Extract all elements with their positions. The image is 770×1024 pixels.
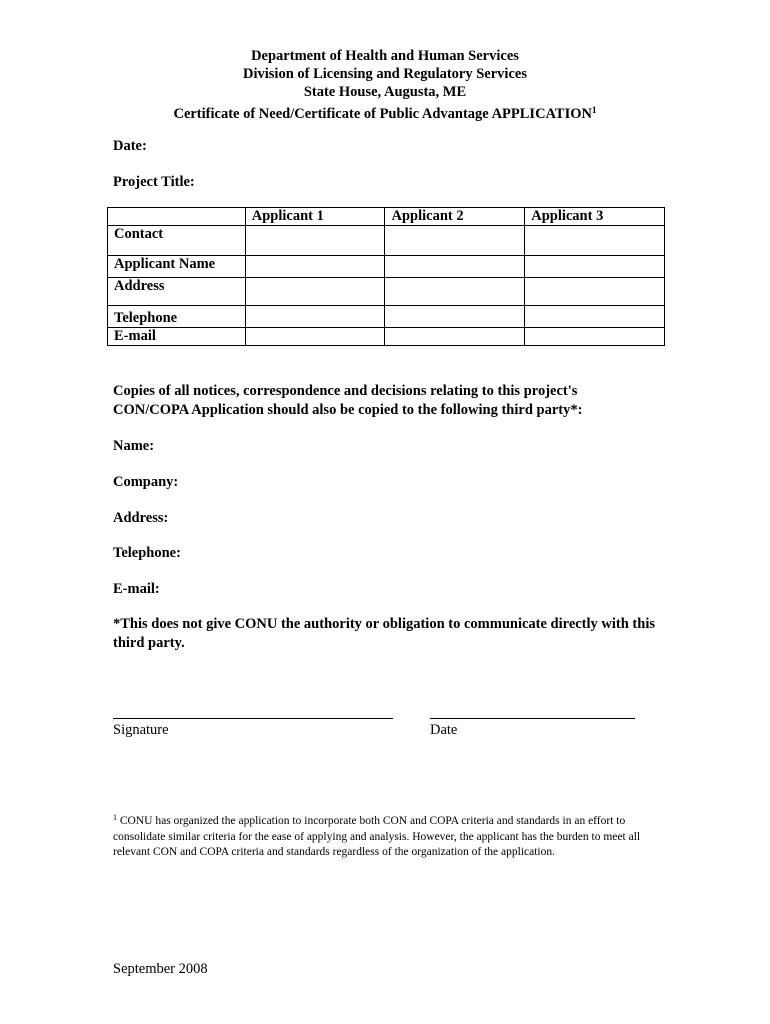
table-cell[interactable] (245, 226, 385, 256)
header-division: Division of Licensing and Regulatory Services (243, 66, 527, 82)
table-cell[interactable] (245, 328, 385, 346)
third-party-intro: Copies of all notices, correspondence and decisions relating to this project's CON/COPA Application should also be copied to the following third party*: (113, 383, 583, 418)
table-cell[interactable] (385, 306, 525, 328)
signature-line[interactable] (113, 718, 393, 719)
date-label: Date: (113, 138, 147, 154)
email-label: E-mail: (113, 581, 160, 597)
table-header-cell: Applicant 1 (245, 208, 385, 226)
row-label-email: E-mail (108, 328, 246, 346)
footer-date: September 2008 (113, 961, 208, 977)
header-location: State House, Augusta, ME (303, 84, 467, 100)
table-cell[interactable] (245, 278, 385, 306)
table-cell[interactable] (525, 328, 665, 346)
row-label-contact: Contact (108, 226, 246, 256)
footnote-text: CONU has organized the application to incorporate both CON and COPA criteria and standards in an effort to consolidate similar criteria for the ease of applying and analysis. However, the applicant has the burden to meet all relevant CON and COPA criteria and standards regardless of the organization of the application. (113, 815, 641, 858)
table-header-cell: Applicant 2 (385, 208, 525, 226)
table-cell[interactable] (525, 306, 665, 328)
row-label-applicant-name: Applicant Name (108, 256, 246, 278)
footnote-mark: 1 (113, 813, 117, 822)
table-cell[interactable] (525, 226, 665, 256)
table-cell[interactable] (385, 328, 525, 346)
telephone-label: Telephone: (113, 545, 181, 561)
date-line[interactable] (430, 718, 635, 719)
header-form-title (0, 101, 770, 123)
table-cell[interactable] (245, 256, 385, 278)
footnote-reference: 1 (592, 105, 597, 115)
table-cell[interactable] (385, 256, 525, 278)
table-row (108, 226, 665, 256)
third-party-disclaimer: *This does not give CONU the authority or obligation to communicate directly with this third party. (113, 616, 656, 651)
table-cell[interactable] (525, 278, 665, 306)
signature-date-label: Date (430, 722, 458, 738)
table-header-cell: Applicant 3 (525, 208, 665, 226)
table-header-cell (108, 208, 246, 226)
table-row (108, 256, 665, 278)
project-title-label: Project Title: (113, 174, 195, 190)
table-row (108, 278, 665, 306)
company-label: Company: (113, 474, 179, 490)
row-label-address: Address (108, 278, 246, 306)
form-title-text: Certificate of Need/Certificate of Public Advantage APPLICATION (173, 106, 593, 122)
header-department: Department of Health and Human Services (251, 48, 519, 64)
table-cell[interactable] (385, 278, 525, 306)
table-row (108, 328, 665, 346)
signature-label: Signature (113, 722, 169, 738)
table-cell[interactable] (525, 256, 665, 278)
address-label: Address: (113, 510, 169, 526)
table-cell[interactable] (385, 226, 525, 256)
name-label: Name: (113, 438, 155, 454)
row-label-telephone: Telephone (108, 306, 246, 328)
table-header-row (108, 208, 665, 226)
footnote (113, 810, 643, 861)
table-row (108, 306, 665, 328)
applicant-table (107, 207, 665, 346)
table-cell[interactable] (245, 306, 385, 328)
